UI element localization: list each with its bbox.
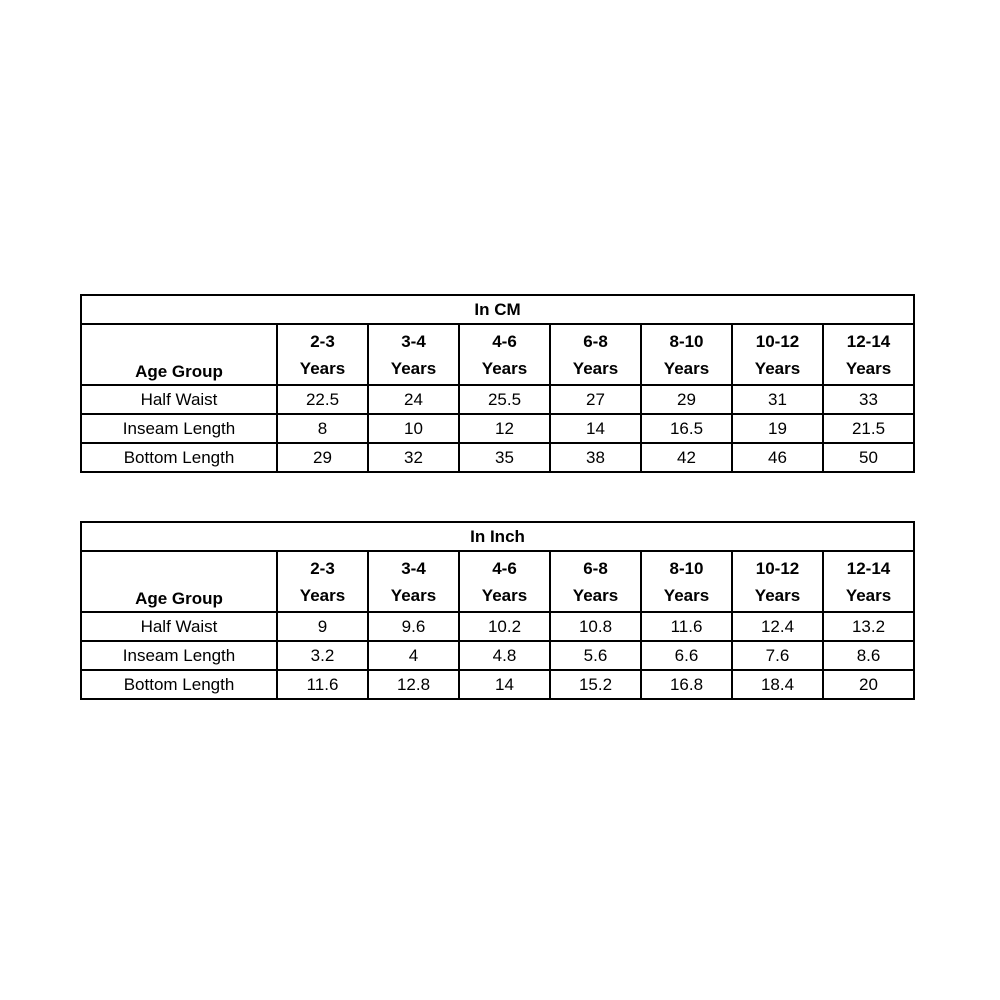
table-cell: 50 bbox=[823, 443, 914, 472]
age-range: 12-14 bbox=[846, 558, 891, 578]
table-row-inseam-length bbox=[81, 414, 914, 443]
age-column-header bbox=[459, 324, 550, 385]
age-unit: Years bbox=[481, 358, 528, 378]
age-group-label: Age Group bbox=[81, 324, 277, 385]
table-row-half-waist bbox=[81, 612, 914, 641]
age-range: 10-12 bbox=[755, 558, 800, 578]
table-cell: 18.4 bbox=[732, 670, 823, 699]
table-cell: 25.5 bbox=[459, 385, 550, 414]
table-cell: 10.2 bbox=[459, 612, 550, 641]
age-range: 2-3 bbox=[310, 331, 335, 351]
age-unit: Years bbox=[481, 585, 528, 605]
table-cell: 27 bbox=[550, 385, 641, 414]
table-cell: 3.2 bbox=[277, 641, 368, 670]
table-title: In CM bbox=[81, 295, 914, 324]
table-cell: 11.6 bbox=[277, 670, 368, 699]
table-cell: 14 bbox=[550, 414, 641, 443]
table-cell: 10 bbox=[368, 414, 459, 443]
row-label: Half Waist bbox=[81, 385, 277, 414]
size-table-cm bbox=[80, 294, 915, 473]
age-range: 6-8 bbox=[583, 558, 608, 578]
table-cell: 29 bbox=[641, 385, 732, 414]
age-column-header bbox=[732, 551, 823, 612]
age-range: 3-4 bbox=[401, 331, 426, 351]
table-header-row bbox=[81, 551, 914, 612]
table-cell: 15.2 bbox=[550, 670, 641, 699]
table-row-bottom-length bbox=[81, 443, 914, 472]
age-column-header bbox=[459, 551, 550, 612]
table-cell: 21.5 bbox=[823, 414, 914, 443]
age-column-header bbox=[368, 551, 459, 612]
age-column-header bbox=[277, 551, 368, 612]
age-column-header bbox=[823, 324, 914, 385]
age-column-header bbox=[550, 551, 641, 612]
age-range: 4-6 bbox=[492, 558, 517, 578]
table-cell: 10.8 bbox=[550, 612, 641, 641]
age-range: 6-8 bbox=[583, 331, 608, 351]
age-column-header bbox=[823, 551, 914, 612]
table-header-row bbox=[81, 324, 914, 385]
table-cell: 22.5 bbox=[277, 385, 368, 414]
age-column-header bbox=[550, 324, 641, 385]
table-cell: 20 bbox=[823, 670, 914, 699]
age-range: 12-14 bbox=[846, 331, 891, 351]
table-cell: 19 bbox=[732, 414, 823, 443]
size-table-inch bbox=[80, 521, 915, 700]
table-cell: 9 bbox=[277, 612, 368, 641]
age-unit: Years bbox=[299, 358, 346, 378]
table-cell: 4.8 bbox=[459, 641, 550, 670]
table-cell: 42 bbox=[641, 443, 732, 472]
age-range: 10-12 bbox=[755, 331, 800, 351]
age-unit: Years bbox=[845, 585, 892, 605]
table-cell: 14 bbox=[459, 670, 550, 699]
age-column-header bbox=[732, 324, 823, 385]
table-cell: 5.6 bbox=[550, 641, 641, 670]
age-unit: Years bbox=[663, 358, 710, 378]
age-unit: Years bbox=[299, 585, 346, 605]
age-unit: Years bbox=[845, 358, 892, 378]
table-cell: 24 bbox=[368, 385, 459, 414]
age-range: 8-10 bbox=[669, 331, 704, 351]
table-cell: 16.5 bbox=[641, 414, 732, 443]
age-range: 2-3 bbox=[310, 558, 335, 578]
age-range: 3-4 bbox=[401, 558, 426, 578]
age-range: 4-6 bbox=[492, 331, 517, 351]
table-cell: 38 bbox=[550, 443, 641, 472]
age-unit: Years bbox=[663, 585, 710, 605]
table-body bbox=[81, 522, 914, 699]
table-cell: 11.6 bbox=[641, 612, 732, 641]
row-label: Bottom Length bbox=[81, 443, 277, 472]
table-title-row bbox=[81, 295, 914, 324]
age-unit: Years bbox=[754, 585, 801, 605]
age-column-header bbox=[277, 324, 368, 385]
table-body bbox=[81, 295, 914, 472]
row-label: Inseam Length bbox=[81, 414, 277, 443]
table-cell: 6.6 bbox=[641, 641, 732, 670]
table-cell: 12.4 bbox=[732, 612, 823, 641]
table-title-row bbox=[81, 522, 914, 551]
table-cell: 46 bbox=[732, 443, 823, 472]
age-unit: Years bbox=[572, 585, 619, 605]
table-cell: 12 bbox=[459, 414, 550, 443]
age-unit: Years bbox=[572, 358, 619, 378]
table-cell: 31 bbox=[732, 385, 823, 414]
table-cell: 12.8 bbox=[368, 670, 459, 699]
table-row-inseam-length bbox=[81, 641, 914, 670]
age-column-header bbox=[641, 324, 732, 385]
table-cell: 33 bbox=[823, 385, 914, 414]
table-cell: 8.6 bbox=[823, 641, 914, 670]
age-unit: Years bbox=[390, 358, 437, 378]
table-cell: 4 bbox=[368, 641, 459, 670]
table-title: In Inch bbox=[81, 522, 914, 551]
age-group-label: Age Group bbox=[81, 551, 277, 612]
age-unit: Years bbox=[390, 585, 437, 605]
table-cell: 32 bbox=[368, 443, 459, 472]
table-cell: 8 bbox=[277, 414, 368, 443]
age-range: 8-10 bbox=[669, 558, 704, 578]
row-label: Half Waist bbox=[81, 612, 277, 641]
table-cell: 13.2 bbox=[823, 612, 914, 641]
table-cell: 35 bbox=[459, 443, 550, 472]
row-label: Bottom Length bbox=[81, 670, 277, 699]
table-cell: 16.8 bbox=[641, 670, 732, 699]
table-row-half-waist bbox=[81, 385, 914, 414]
age-column-header bbox=[368, 324, 459, 385]
row-label: Inseam Length bbox=[81, 641, 277, 670]
table-row-bottom-length bbox=[81, 670, 914, 699]
table-cell: 7.6 bbox=[732, 641, 823, 670]
table-cell: 9.6 bbox=[368, 612, 459, 641]
age-column-header bbox=[641, 551, 732, 612]
age-unit: Years bbox=[754, 358, 801, 378]
table-cell: 29 bbox=[277, 443, 368, 472]
